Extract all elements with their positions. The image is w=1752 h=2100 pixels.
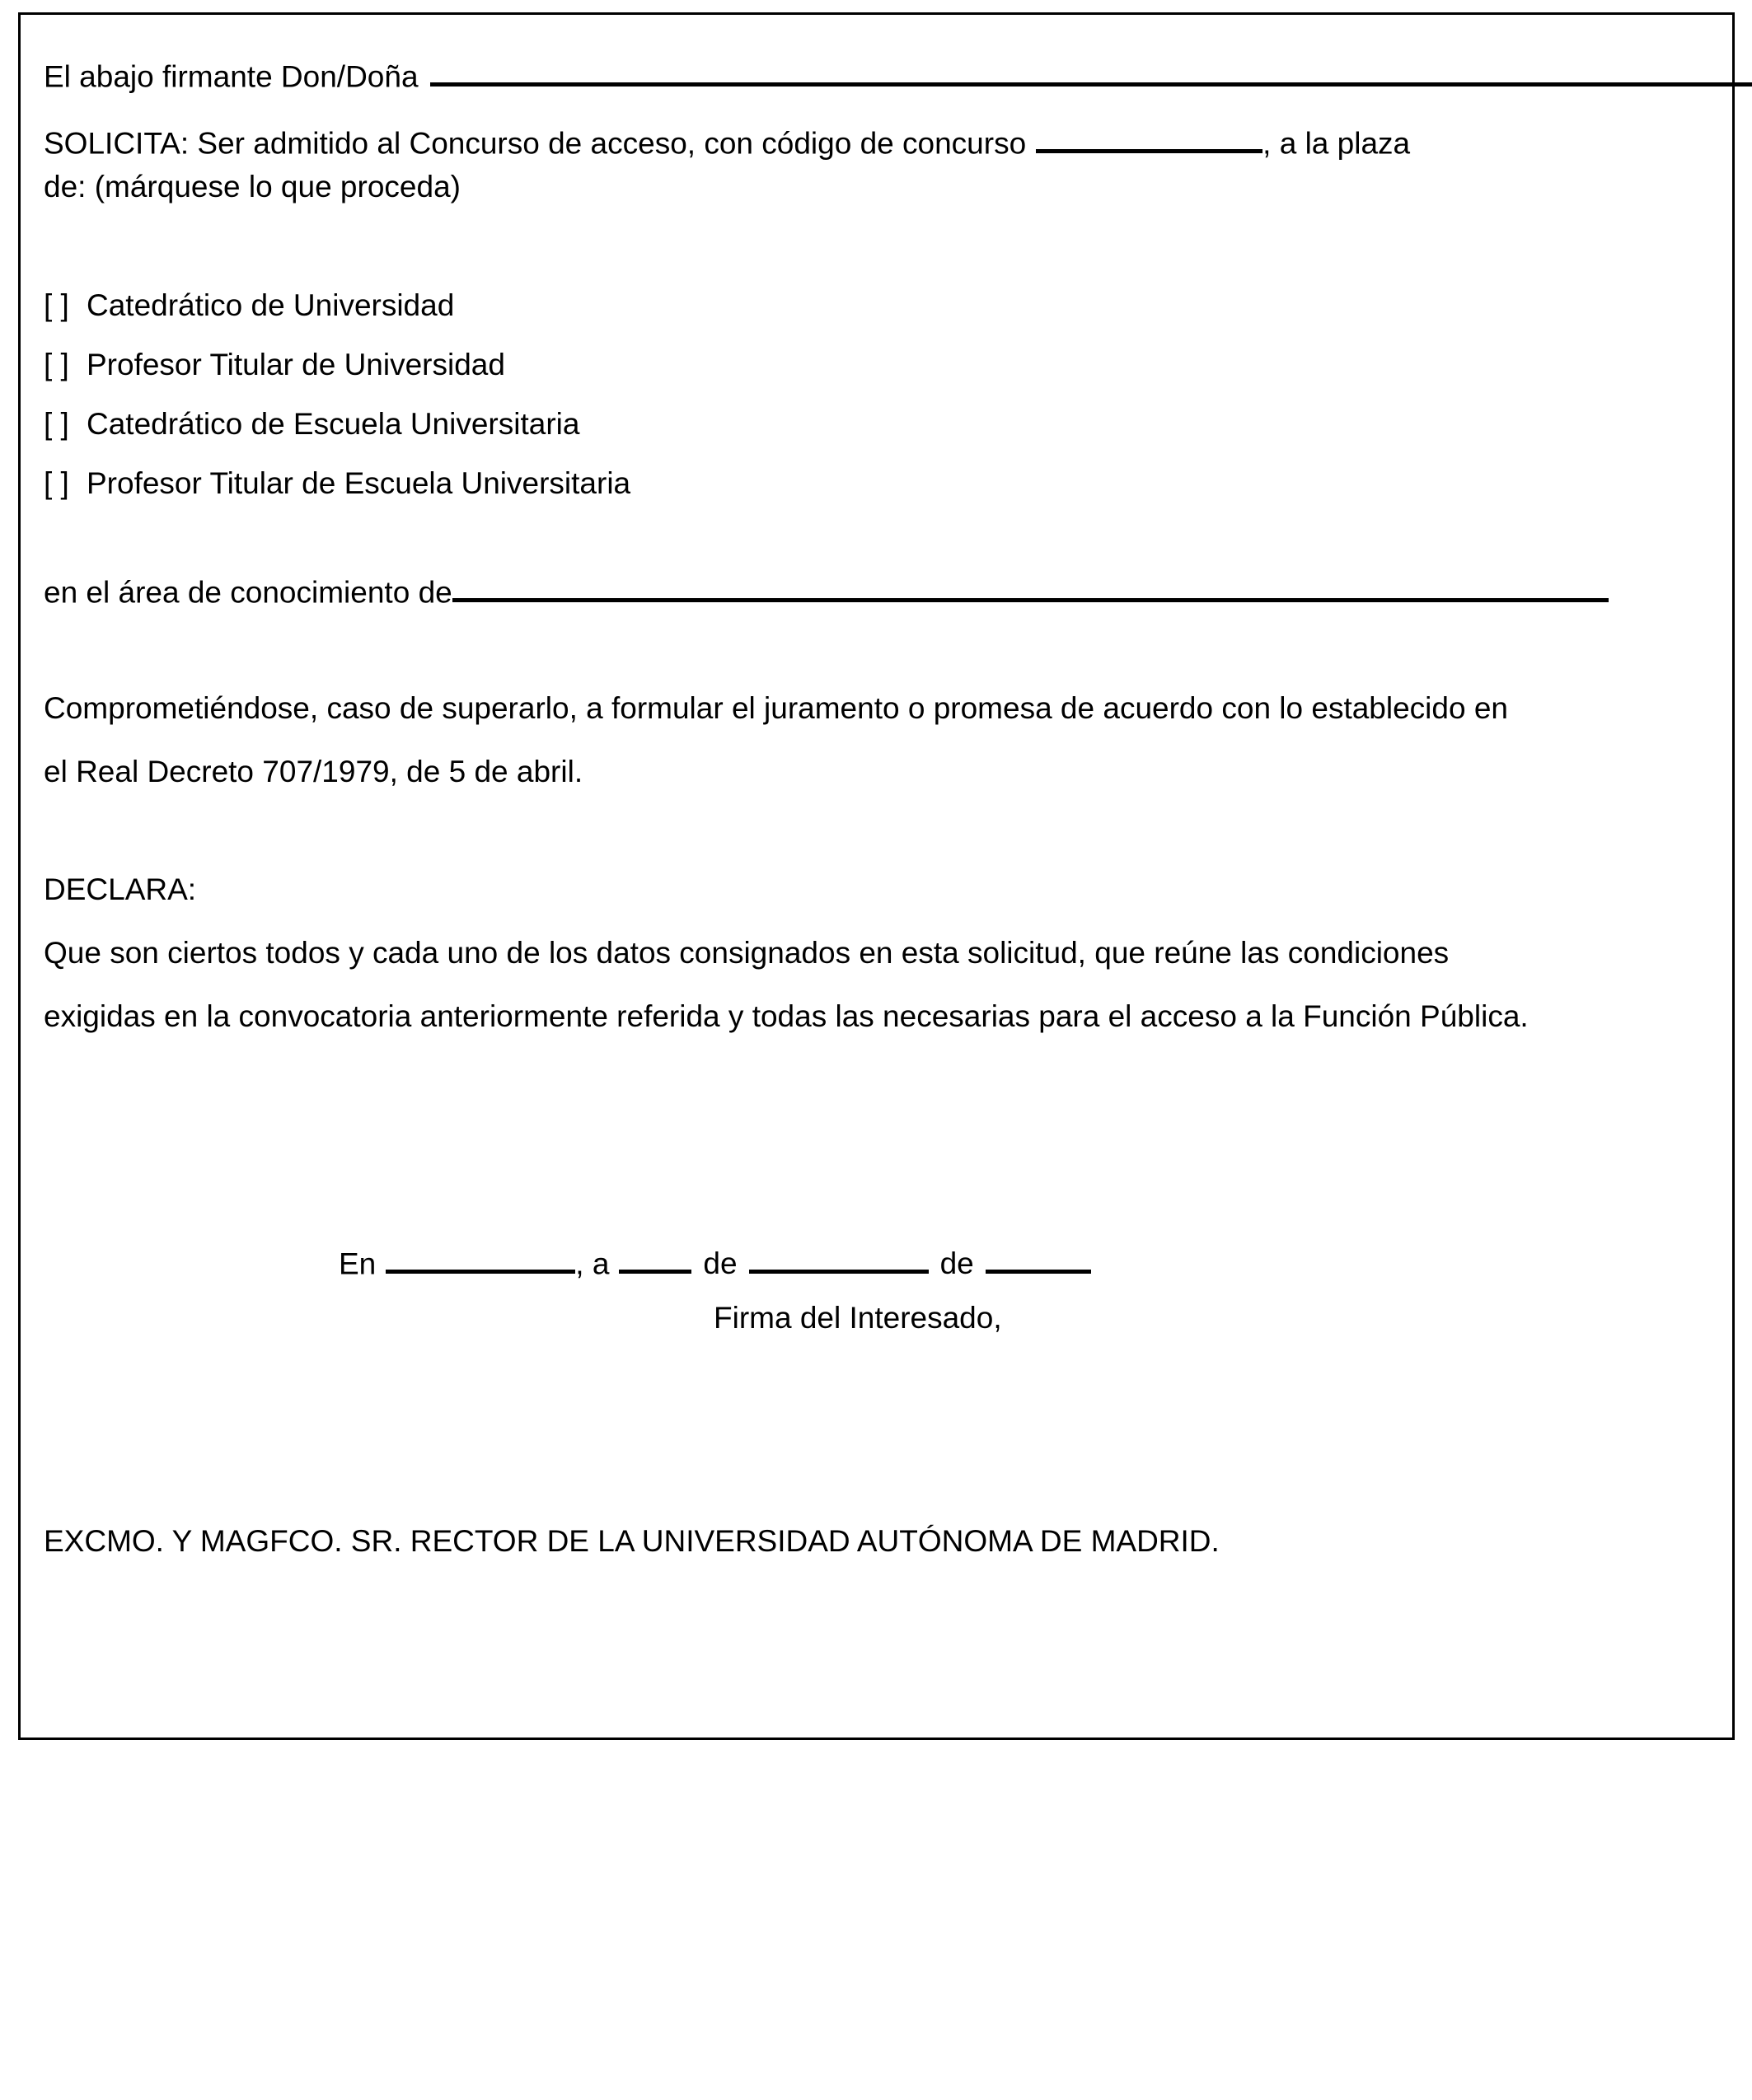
checkbox-catedratico-escuela-universitaria[interactable]: [ ] [44, 407, 69, 441]
declaration-line-1: Que son ciertos todos y cada uno de los datos consignados en esta solicitud, que reúne las condiciones [44, 936, 1450, 970]
signature-place-blank[interactable] [386, 1245, 575, 1274]
checkbox-profesor-titular-escuela-universitaria[interactable]: [ ] [44, 466, 69, 500]
option-label-profesor-titular-escuela-universitaria: Profesor Titular de Escuela Universitaria [87, 466, 631, 500]
signature-de-label-2: de [939, 1246, 974, 1281]
signatory-label: El abajo firmante Don/Doña [44, 59, 419, 94]
signature-date-line [339, 1245, 1091, 1279]
option-label-catedratico-escuela-universitaria: Catedrático de Escuela Universitaria [87, 407, 580, 441]
request-lead-label: SOLICITA: Ser admitido al Concurso de acceso, con código de concurso [44, 126, 1027, 161]
option-row-catedratico-escuela-universitaria[interactable] [44, 409, 579, 439]
signatory-name-blank[interactable] [430, 58, 1752, 87]
request-after-code-label: , a la plaza [1262, 126, 1411, 161]
signature-year-blank[interactable] [986, 1245, 1091, 1274]
addressee-line: EXCMO. Y MAGFCO. SR. RECTOR DE LA UNIVERSIDAD AUTÓNOMA DE MADRID. [44, 1524, 1220, 1558]
declaration-line-2: exigidas en la convocatoria anteriormente referida y todas las necesarias para el acceso a la Función Pública. [44, 999, 1529, 1033]
option-label-profesor-titular-universidad: Profesor Titular de Universidad [87, 348, 505, 381]
signatory-line [44, 58, 1752, 94]
form-border-frame [18, 12, 1735, 1740]
option-row-profesor-titular-universidad[interactable] [44, 349, 505, 380]
signature-en-label: En [339, 1246, 377, 1281]
commitment-line-1: Comprometiéndose, caso de superarlo, a formular el juramento o promesa de acuerdo con lo establecido en [44, 691, 1508, 725]
request-line-1 [44, 124, 1411, 161]
knowledge-area-blank[interactable] [452, 573, 1609, 602]
request-line-2: de: (márquese lo que proceda) [44, 170, 461, 203]
commitment-line-2: el Real Decreto 707/1979, de 5 de abril. [44, 755, 583, 788]
checkbox-profesor-titular-universidad[interactable]: [ ] [44, 348, 69, 381]
signature-caption: Firma del Interesado, [714, 1301, 1002, 1335]
option-label-catedratico-universidad: Catedrático de Universidad [87, 288, 455, 322]
checkbox-catedratico-universidad[interactable]: [ ] [44, 288, 69, 322]
option-row-profesor-titular-escuela-universitaria[interactable] [44, 468, 630, 498]
signature-day-blank[interactable] [619, 1245, 691, 1274]
knowledge-area-line [44, 573, 1609, 610]
signature-de-label-1: de [703, 1246, 738, 1281]
option-row-catedratico-universidad[interactable] [44, 290, 454, 320]
signature-month-blank[interactable] [749, 1245, 929, 1274]
knowledge-area-label: en el área de conocimiento de [44, 575, 452, 610]
declaration-heading: DECLARA: [44, 872, 197, 906]
contest-code-blank[interactable] [1036, 124, 1262, 153]
signature-comma-a-label: , a [575, 1246, 610, 1281]
